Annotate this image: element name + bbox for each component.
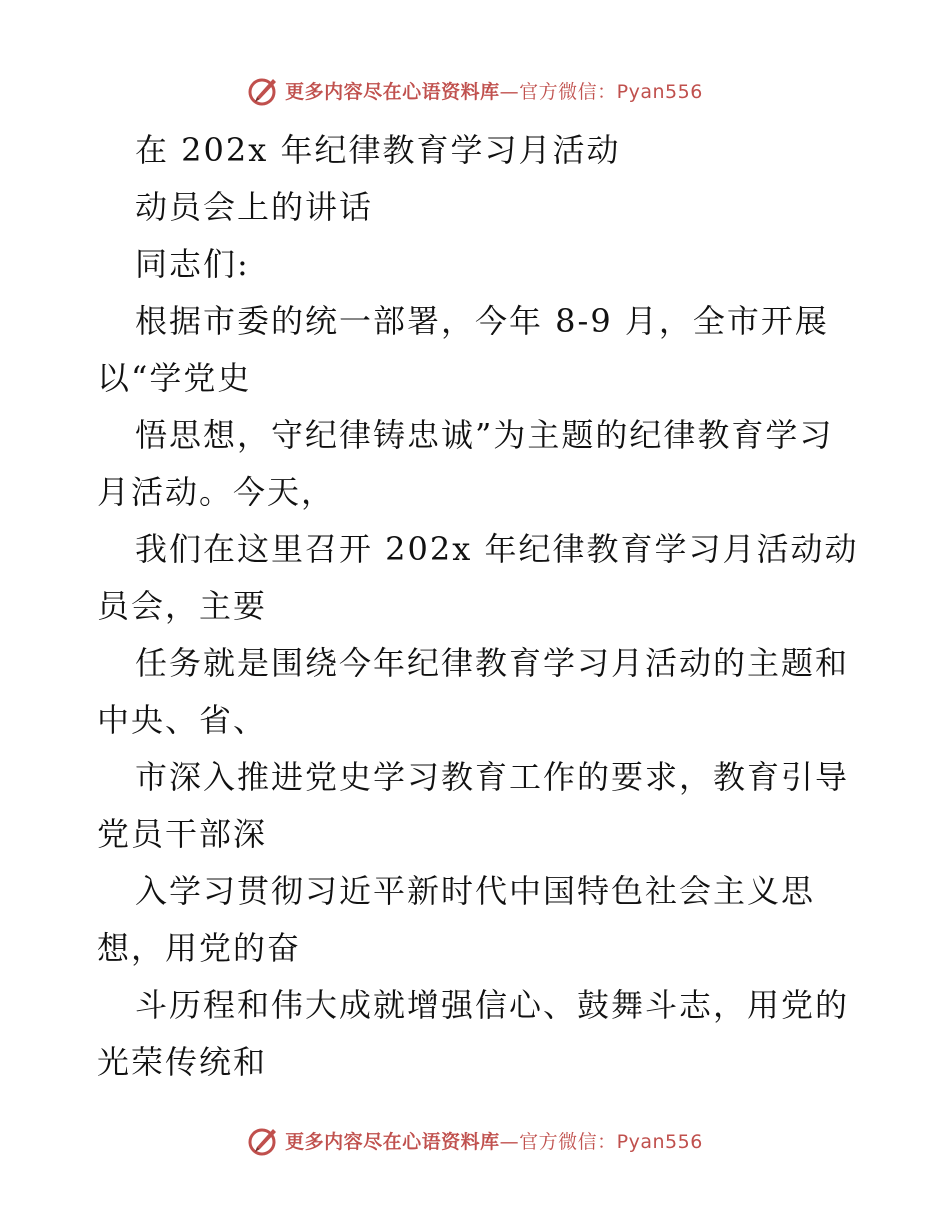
text-line: 员会，主要 [97, 587, 268, 625]
watermark-banner-top [0, 70, 950, 110]
text-line: 悟思想，守纪律铸忠诚”为主题的纪律教育学习 [135, 416, 834, 454]
document-body [97, 122, 857, 1091]
text-line: 市深入推进党史学习教育工作的要求，教育引导 [135, 758, 850, 796]
text-line: 在 202x 年纪律教育学习月活动 [135, 131, 621, 169]
watermark-banner-bottom [0, 1120, 950, 1160]
text-line: 根据市委的统一部署，今年 8-9 月，全市开展 [135, 302, 829, 340]
text-line: 想，用党的奋 [97, 929, 302, 967]
watermark-text: 更多内容尽在心语资料库—官方微信：Pyan556 [285, 1130, 703, 1153]
text-line: 月活动。今天， [97, 473, 336, 511]
text-line: 任务就是围绕今年纪律教育学习月活动的主题和 [135, 644, 850, 682]
text-line: 斗历程和伟大成就增强信心、鼓舞斗志，用党的 [135, 986, 850, 1024]
text-line: 以“学党史 [97, 359, 252, 397]
text-line: 党员干部深 [97, 815, 268, 853]
text-line: 我们在这里召开 202x 年纪律教育学习月活动动 [135, 530, 859, 568]
text-line: 同志们: [135, 245, 250, 283]
text-line: 动员会上的讲话 [135, 188, 374, 226]
watermark-text: 更多内容尽在心语资料库—官方微信：Pyan556 [285, 80, 703, 103]
text-line: 光荣传统和 [97, 1043, 268, 1081]
quill-logo-icon [247, 73, 281, 107]
quill-logo-icon [247, 1123, 281, 1157]
text-line: 入学习贯彻习近平新时代中国特色社会主义思 [135, 872, 816, 910]
text-line: 中央、省、 [97, 701, 268, 739]
